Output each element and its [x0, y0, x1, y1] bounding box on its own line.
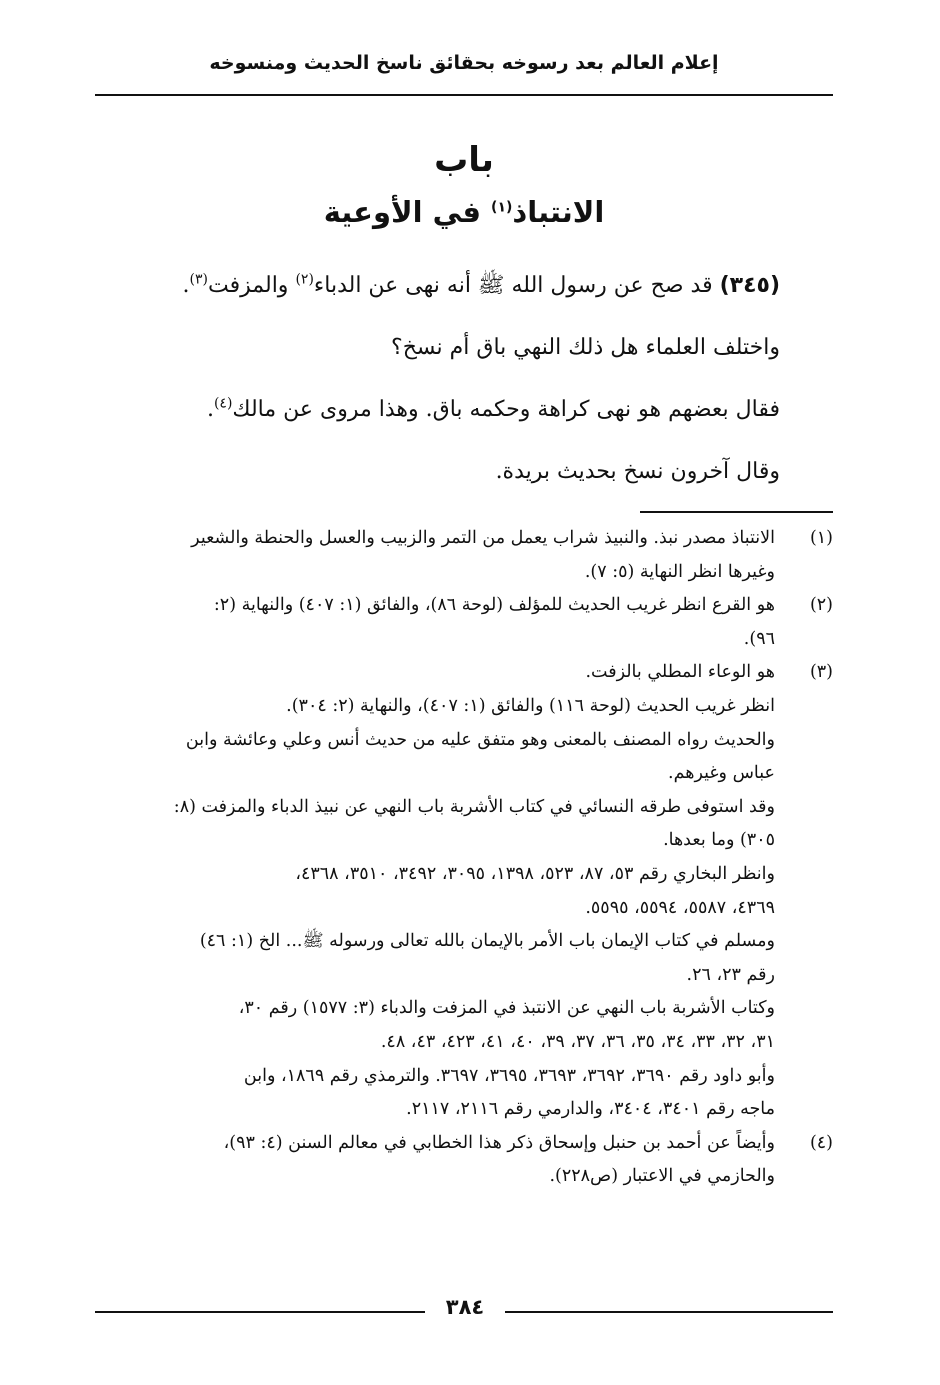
footnote-number: (١): [809, 528, 833, 548]
paragraph: وقال آخرون نسخ بحديث بريدة.: [495, 459, 780, 484]
page-number: ٣٨٤: [445, 1295, 485, 1319]
paragraph: [110, 379, 780, 441]
footnote-number: (٢): [809, 595, 833, 616]
footnote-line: هو الوعاء المطلي بالزفت.: [585, 662, 775, 683]
footnote-line: وانظر البخاري رقم ٥٣، ٨٧، ٥٢٣، ١٣٩٨، ٣٠٩٥، ٣٤٩٢، ٣٥١٠، ٤٣٦٨،: [295, 863, 775, 884]
footnote-line: ومسلم في كتاب الإيمان باب الأمر بالإيمان بالله تعالى ورسوله ﷺ... الخ (١: ٤٦): [199, 931, 775, 952]
running-header: إعلام العالم بعد رسوخه بحقائق ناسخ الحديث ومنسوخه: [209, 52, 719, 74]
chapter-title-word: الانتباذ: [512, 195, 605, 229]
footnote-line: وغيرها انظر النهاية (٥: ٧).: [584, 561, 775, 582]
footnote-line: وأبو داود رقم ٣٦٩٠، ٣٦٩٢، ٣٦٩٣، ٣٦٩٥، ٣٦٩٧. والترمذي رقم ١٨٦٩، وابن: [243, 1065, 775, 1086]
footnote-line: وأيضاً عن أحمد بن حنبل وإسحاق ذكر هذا الخطابي في معالم السنن (٤: ٩٣)،: [223, 1132, 775, 1153]
footnote-body: [95, 522, 775, 589]
footnote-body: [95, 656, 775, 1126]
footnotes: [95, 522, 833, 1194]
paragraph-345: [110, 255, 780, 317]
footnote-marker: (٣): [189, 271, 209, 288]
footer-rule: [505, 1311, 833, 1313]
chapter-title: [95, 195, 833, 229]
paragraph: واختلف العلماء هل ذلك النهي باق أم نسخ؟: [391, 335, 780, 360]
footnote-line: رقم ٢٣، ٢٦.: [686, 964, 775, 985]
footnote-3: [95, 656, 833, 1126]
paragraph-text: والمزفت: [208, 273, 296, 298]
footnote-marker: (١): [491, 199, 513, 216]
paragraph-text: .: [182, 273, 190, 298]
footnote-line: والحازمي في الاعتبار (ص٢٢٨).: [549, 1166, 775, 1187]
footnote-2: [95, 589, 833, 656]
footnote-line: وكتاب الأشربة باب النهي عن الانتبذ في المزفت والدباء (٣: ١٥٧٧) رقم ٣٠،: [238, 998, 775, 1019]
footnote-number: (٤): [809, 1132, 833, 1153]
footnote-marker: (٢): [295, 271, 314, 288]
footnote-line: ٣١، ٣٢، ٣٣، ٣٤، ٣٥، ٣٦، ٣٧، ٣٩، ٤٠، ٤١، ٤٢٣، ٤٣، ٤٨.: [380, 1031, 775, 1052]
footnote-number: (٣): [809, 662, 833, 683]
footnote-line: ماجه رقم ٣٤٠١، ٣٤٠٤، والدارمي رقم ٢١١٦، ٢١١٧.: [406, 1099, 775, 1120]
footnote-line: والحديث رواه المصنف بالمعنى وهو متفق عليه من حديث أنس وعلي وعائشة وابن: [185, 729, 775, 750]
footnote-line: هو القرع انظر غريب الحديث للمؤلف (لوحة ٨٦)، والفائق (١: ٤٠٧) والنهاية (٢:: [213, 595, 775, 616]
header-rule: [95, 94, 833, 96]
footnote-marker: (٤): [213, 395, 233, 412]
footnote-line: عباس وغيرهم.: [668, 763, 775, 784]
footnote-line: الانتباذ مصدر نبذ. والنبيذ شراب يعمل من التمر والزبيب والعسل والحنطة والشعير: [191, 528, 775, 548]
footnote-4: [95, 1127, 833, 1194]
footnote-separator: [640, 511, 833, 513]
footnote-line: ٩٦).: [743, 628, 775, 649]
paragraph-text: .: [206, 397, 214, 422]
paragraph-text: قد صح عن رسول الله ﷺ أنه نهى عن الدباء: [313, 273, 720, 298]
footnote-body: [95, 589, 775, 656]
paragraph-text: فقال بعضهم هو نهى كراهة وحكمه باق. وهذا مروى عن مالك: [232, 397, 780, 422]
hadith-number: (٣٤٥): [719, 273, 780, 298]
footnote-line: ٤٣٦٩، ٥٥٨٧، ٥٥٩٤، ٥٥٩٥.: [585, 897, 775, 918]
page-footer: [95, 1295, 833, 1325]
footnote-line: وقد استوفى طرقه النسائي في كتاب الأشربة باب النهي عن نبيذ الدباء والمزفت (٨:: [173, 796, 775, 817]
chapter-title-rest: في الأوعية: [323, 195, 492, 229]
footnote-body: [95, 1127, 775, 1194]
footnote-1: [95, 522, 833, 589]
footer-rule: [95, 1311, 425, 1313]
footnote-line: انظر غريب الحديث (لوحة ١١٦) والفائق (١: ٤٠٧)، والنهاية (٢: ٣٠٤).: [286, 695, 775, 716]
chapter-label: باب: [434, 140, 494, 180]
footnote-line: ٣٠٥) وما بعدها.: [663, 830, 775, 851]
body-text: [110, 255, 780, 503]
